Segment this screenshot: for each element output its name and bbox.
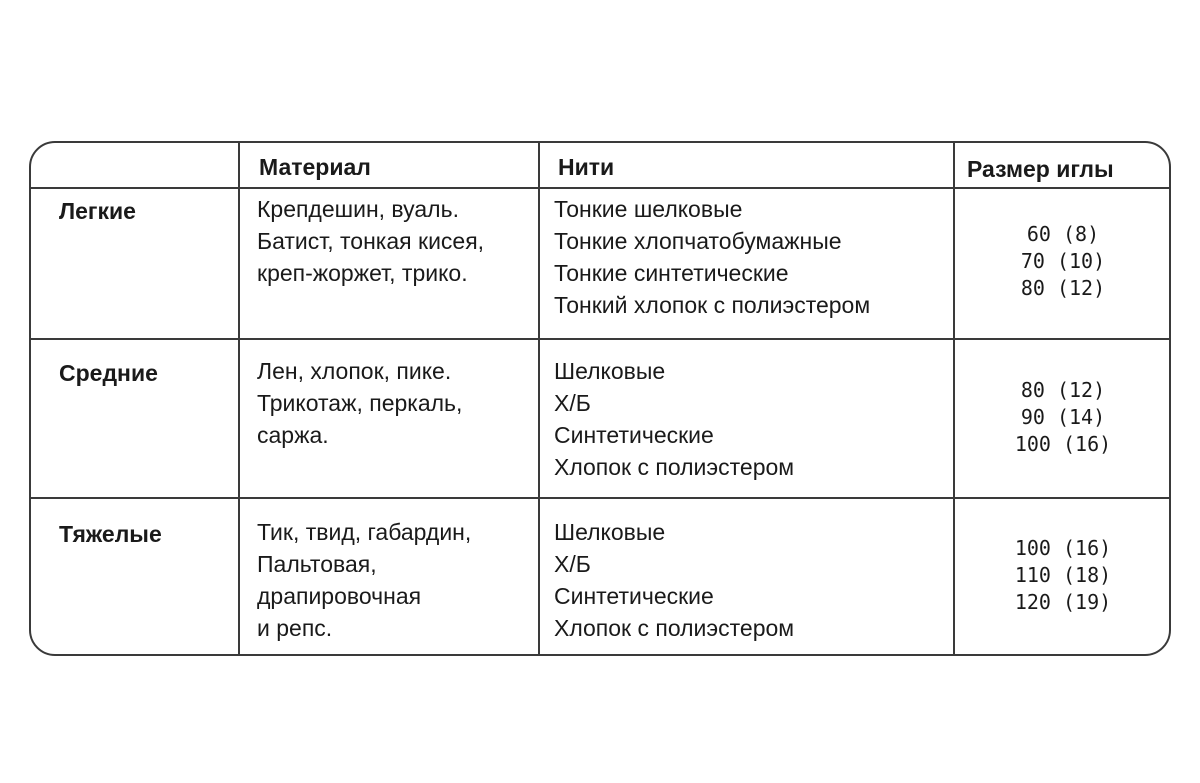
header-needle-size: Размер иглы: [967, 156, 1114, 182]
category-light: Легкие: [59, 198, 136, 224]
sizes-cell-heavy: [955, 535, 1171, 616]
sizes-cell-medium: [955, 377, 1171, 458]
needle-size-value: 110 (18): [1014, 563, 1112, 587]
sizes-cell-light: [955, 221, 1171, 302]
divider-col-1: [238, 143, 240, 654]
material-line: Крепдешин, вуаль.: [257, 196, 459, 222]
needle-size-value: 70 (10): [1020, 249, 1106, 273]
divider-col-2: [538, 143, 540, 654]
material-line: креп-жоржет, трико.: [257, 260, 468, 286]
category-medium: Средние: [59, 360, 158, 386]
material-line: и репс.: [257, 615, 333, 641]
thread-line: Тонкие хлопчатобумажные: [554, 228, 842, 254]
material-line: Пальтовая,: [257, 551, 377, 577]
thread-line: Тонкие синтетические: [554, 260, 789, 286]
thread-line: Хлопок с полиэстером: [554, 615, 795, 641]
threads-cell-light: [554, 193, 870, 321]
material-line: Батист, тонкая кисея,: [257, 228, 485, 254]
needle-size-value: 100 (16): [1014, 536, 1112, 560]
thread-line: Синтетические: [554, 583, 714, 609]
needle-size-value: 120 (19): [1014, 590, 1112, 614]
divider-header: [31, 187, 1169, 189]
material-cell-heavy: [257, 516, 471, 644]
material-line: саржа.: [257, 422, 329, 448]
thread-line: Х/Б: [554, 390, 591, 416]
thread-line: Шелковые: [554, 519, 666, 545]
material-line: Тик, твид, габардин,: [257, 519, 472, 545]
threads-cell-heavy: [554, 516, 794, 644]
thread-line: Тонкий хлопок с полиэстером: [554, 292, 871, 318]
thread-line: Х/Б: [554, 551, 591, 577]
header-threads: Нити: [558, 154, 615, 180]
needle-size-value: 80 (12): [1020, 378, 1106, 402]
material-cell-medium: [257, 355, 462, 451]
thread-line: Шелковые: [554, 358, 666, 384]
thread-line: Синтетические: [554, 422, 714, 448]
material-line: драпировочная: [257, 583, 422, 609]
needle-size-value: 100 (16): [1014, 432, 1112, 456]
divider-row-1: [31, 338, 1169, 340]
needle-size-value: 60 (8): [1026, 222, 1100, 246]
thread-line: Тонкие шелковые: [554, 196, 743, 222]
thread-line: Хлопок с полиэстером: [554, 454, 795, 480]
needle-size-value: 90 (14): [1020, 405, 1106, 429]
material-cell-light: [257, 193, 484, 289]
header-material: Материал: [259, 154, 371, 180]
fabric-needle-table: [29, 141, 1171, 656]
divider-row-2: [31, 497, 1169, 499]
material-line: Лен, хлопок, пике.: [257, 358, 452, 384]
needle-size-value: 80 (12): [1020, 276, 1106, 300]
material-line: Трикотаж, перкаль,: [257, 390, 463, 416]
category-heavy: Тяжелые: [59, 521, 162, 547]
threads-cell-medium: [554, 355, 794, 483]
